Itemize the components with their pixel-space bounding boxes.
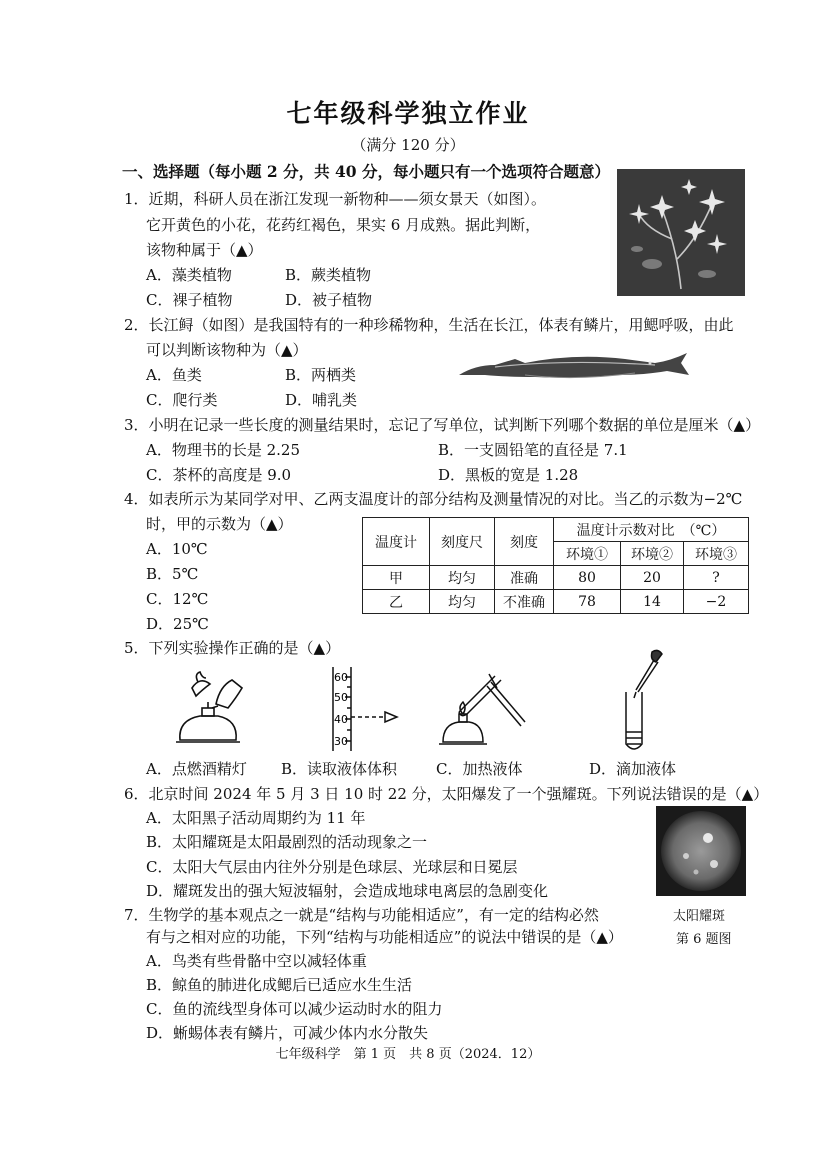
- heating-liquid-figure: [437, 668, 527, 753]
- graduated-cylinder-figure: [325, 663, 405, 753]
- th-env3: 环境③: [684, 542, 749, 566]
- section-heading: 一、选择题（每小题 2 分，共 40 分，每小题只有一个选项符合题意）: [122, 162, 610, 181]
- q1-line1: 1．近期，科研人员在浙江发现一新物种——须女景天（如图）。: [124, 190, 547, 208]
- q3-option-c: C．茶杯的高度是 9.0: [146, 466, 292, 484]
- sturgeon-image: [455, 345, 691, 385]
- th-env2: 环境②: [621, 542, 684, 566]
- q1-option-c: C．裸子植物: [146, 291, 233, 309]
- q6-option-b: B．太阳耀斑是太阳最剧烈的活动现象之一: [146, 833, 428, 851]
- table-cell: 14: [621, 590, 684, 614]
- th-degree: 刻度: [495, 518, 554, 566]
- q4-option-c: C．12℃: [146, 590, 209, 608]
- q3-line1: 3．小明在记录一些长度的测量结果时，忘记了写单位，试判断下列哪个数据的单位是厘米（▲）: [124, 416, 761, 434]
- table-cell: 甲: [363, 566, 430, 590]
- table-cell: ?: [684, 566, 749, 590]
- table-cell: 20: [621, 566, 684, 590]
- q4-option-d: D．25℃: [146, 615, 209, 633]
- alcohol-lamp-lighting-figure: [170, 668, 255, 753]
- q6-option-c: C．太阳大气层由内往外分别是色球层、光球层和日冕层: [146, 858, 518, 876]
- cylinder-tick-label: 50: [334, 691, 348, 704]
- th-scale: 刻度尺: [430, 518, 495, 566]
- q5-option-c: C．加热液体: [436, 760, 523, 778]
- table-cell: 不准确: [495, 590, 554, 614]
- q3-option-a: A．物理书的长是 2.25: [146, 441, 300, 459]
- page-title: 七年级科学独立作业: [286, 99, 530, 128]
- cylinder-tick-label: 30: [334, 735, 348, 748]
- q1-option-b: B．蕨类植物: [285, 266, 372, 284]
- cylinder-tick-label: 60: [334, 671, 348, 684]
- dropper-test-tube-figure: [612, 648, 672, 756]
- q3-option-b: B．一支圆铅笔的直径是 7.1: [438, 441, 628, 459]
- q2-line1: 2．长江鲟（如图）是我国特有的一种珍稀物种，生活在长江，体表有鳞片，用鳃呼吸，由此: [124, 316, 734, 334]
- table-cell: 80: [554, 566, 621, 590]
- q5-option-b: B．读取液体体积: [281, 760, 398, 778]
- q2-option-a: A．鱼类: [146, 366, 202, 384]
- q2-option-c: C．爬行类: [146, 391, 218, 409]
- q5-option-d: D．滴加液体: [589, 760, 677, 778]
- th-env1: 环境①: [554, 542, 621, 566]
- table-cell: 乙: [363, 590, 430, 614]
- q4-line1: 4．如表所示为某同学对甲、乙两支温度计的部分结构及测量情况的对比。当乙的示数为−2℃: [124, 490, 743, 508]
- cylinder-tick-label: 40: [334, 713, 348, 726]
- q1-option-a: A．藻类植物: [146, 266, 232, 284]
- table-cell: 均匀: [430, 590, 495, 614]
- q7-option-c: C．鱼的流线型身体可以减少运动时水的阻力: [146, 1000, 443, 1018]
- q6-option-d: D．耀斑发出的强大短波辐射，会造成地球电离层的急剧变化: [146, 882, 549, 900]
- table-row: [363, 566, 749, 590]
- q2-option-d: D．哺乳类: [285, 391, 358, 409]
- q4-option-a: A．10℃: [146, 540, 208, 558]
- q4-line2: 时，甲的示数为（▲）: [146, 515, 293, 533]
- th-reading-comparison: 温度计示数对比 （℃）: [554, 518, 749, 542]
- q7-line2: 有与之相对应的功能，下列“结构与功能相适应”的说法中错误的是（▲）: [146, 928, 623, 946]
- table-cell: 准确: [495, 566, 554, 590]
- q7-option-d: D．蜥蜴体表有鳞片，可减少体内水分散失: [146, 1024, 429, 1042]
- figure-caption: 太阳耀斑: [673, 909, 726, 924]
- q7-option-b: B．鲸鱼的肺进化成鳃后已适应水生生活: [146, 976, 413, 994]
- thermometer-table: [362, 517, 749, 614]
- page-footer: 七年级科学 第 1 页 共 8 页（2024．12）: [275, 1047, 541, 1062]
- table-row: [363, 590, 749, 614]
- q1-option-d: D．被子植物: [285, 291, 373, 309]
- q1-line3: 该物种属于（▲）: [146, 241, 263, 259]
- q6-line1: 6．北京时间 2024 年 5 月 3 日 10 时 22 分，太阳爆发了一个强耀斑。下列说法错误的是（▲）: [124, 785, 769, 803]
- q5-line1: 5．下列实验操作正确的是（▲）: [124, 639, 341, 657]
- solar-flare-photo: [656, 806, 746, 896]
- figure-number-caption: 第 6 题图: [676, 932, 732, 947]
- full-score-note: （满分 120 分）: [351, 136, 465, 154]
- q2-option-b: B．两栖类: [285, 366, 357, 384]
- q7-line1: 7．生物学的基本观点之一就是“结构与功能相适应”，有一定的结构必然: [124, 906, 599, 924]
- table-cell: −2: [684, 590, 749, 614]
- q2-line2: 可以判断该物种为（▲）: [146, 341, 308, 359]
- q4-option-b: B．5℃: [146, 565, 199, 583]
- q7-option-a: A．鸟类有些骨骼中空以减轻体重: [146, 952, 367, 970]
- flower-photo: [617, 169, 745, 296]
- q3-option-d: D．黑板的宽是 1.28: [438, 466, 579, 484]
- table-cell: 均匀: [430, 566, 495, 590]
- table-cell: 78: [554, 590, 621, 614]
- q1-line2: 它开黄色的小花，花药红褐色，果实 6 月成熟。据此判断，: [146, 216, 541, 234]
- th-thermometer: 温度计: [363, 518, 430, 566]
- q5-option-a: A．点燃酒精灯: [146, 760, 247, 778]
- q6-option-a: A．太阳黑子活动周期约为 11 年: [146, 809, 366, 827]
